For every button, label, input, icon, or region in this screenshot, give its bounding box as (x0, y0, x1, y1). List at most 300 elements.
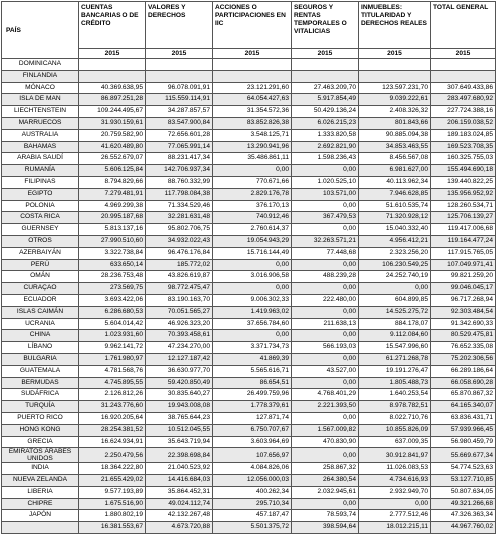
value-cell: 2.829.176,78 (213, 188, 292, 200)
value-cell: 1.761.980,97 (79, 353, 146, 365)
country-cell: ISLA DE MAN (2, 94, 79, 106)
table-row (2, 448, 496, 463)
value-cell: 9.006.302,33 (213, 294, 292, 306)
value-cell: 0,00 (359, 498, 431, 510)
value-cell: 37.656.784,60 (213, 318, 292, 330)
value-cell: 2.760.614,37 (213, 224, 292, 236)
value-cell (359, 70, 431, 82)
value-cell: 5.606.125,84 (79, 165, 146, 177)
header-year: 2015 (359, 49, 431, 59)
value-cell: 50.807.634,05 (431, 486, 496, 498)
value-cell: 19.054.943,29 (213, 235, 292, 247)
value-cell: 1.567.009,82 (292, 424, 359, 436)
header-total-general: TOTAL GENERAL (431, 2, 496, 49)
value-cell: 2.692.821,90 (292, 141, 359, 153)
value-cell: 44.967.760,02 (431, 522, 496, 534)
country-cell: MÓNACO (2, 82, 79, 94)
country-cell: FILIPINAS (2, 176, 79, 188)
value-cell: 0,00 (213, 165, 292, 177)
value-cell: 83.190.163,70 (146, 294, 213, 306)
value-cell: 41.620.489,80 (79, 141, 146, 153)
value-cell: 8.456.567,08 (359, 153, 431, 165)
table-row (2, 463, 496, 475)
value-cell: 8.022.710,76 (359, 412, 431, 424)
value-cell: 12.127.187,42 (146, 353, 213, 365)
table-row (2, 200, 496, 212)
table-row (2, 224, 496, 236)
table-row (2, 389, 496, 401)
table-row (2, 342, 496, 354)
value-cell: 4.745.895,55 (79, 377, 146, 389)
header-pais: PAÍS (2, 2, 79, 59)
value-cell: 2.408.326,32 (359, 106, 431, 118)
country-cell: ARABIA SAUDÍ (2, 153, 79, 165)
value-cell: 169.523.708,35 (431, 141, 496, 153)
value-cell: 107.049.971,41 (431, 259, 496, 271)
value-cell: 1.598.236,43 (292, 153, 359, 165)
value-cell: 2.777.512,46 (359, 510, 431, 522)
country-cell: PUERTO RICO (2, 412, 79, 424)
table-row (2, 59, 496, 71)
value-cell: 66.058.690,28 (431, 377, 496, 389)
value-cell: 4.084.826,06 (213, 463, 292, 475)
value-cell: 66.289.186,64 (431, 365, 496, 377)
value-cell: 27.990.510,60 (79, 235, 146, 247)
value-cell: 185.772,02 (146, 259, 213, 271)
value-cell: 0,00 (292, 353, 359, 365)
value-cell: 222.480,00 (292, 294, 359, 306)
value-cell: 40.369.638,95 (79, 82, 146, 94)
country-cell: EMIRATOS ÁRABES UNIDOS (2, 448, 79, 463)
value-cell: 27.463.209,70 (292, 82, 359, 94)
table-row (2, 318, 496, 330)
table-row (2, 306, 496, 318)
value-cell: 40.113.962,34 (359, 176, 431, 188)
value-cell: 109.244.495,67 (79, 106, 146, 118)
value-cell: 50.429.136,24 (292, 106, 359, 118)
country-cell: PERÚ (2, 259, 79, 271)
value-cell: 78.593,74 (292, 510, 359, 522)
table-row (2, 259, 496, 271)
value-cell: 15.040.332,40 (359, 224, 431, 236)
value-cell: 604.899,85 (359, 294, 431, 306)
value-cell (292, 59, 359, 71)
value-cell: 15.547.996,60 (359, 342, 431, 354)
value-cell: 41.869,39 (213, 353, 292, 365)
value-cell: 57.939.966,45 (431, 424, 496, 436)
header-seguros-rentas: SEGUROS Y RENTAS TEMPORALES O VITALICIAS (292, 2, 359, 49)
header-cuentas-bancarias: CUENTAS BANCARIAS O DE CRÉDITO (79, 2, 146, 49)
value-cell: 135.956.952,92 (431, 188, 496, 200)
country-cell: COSTA RICA (2, 212, 79, 224)
value-cell: 95.802.706,75 (146, 224, 213, 236)
value-cell: 14.416.684,03 (146, 475, 213, 487)
value-cell: 740.912,46 (213, 212, 292, 224)
value-cell: 98.772.475,47 (146, 283, 213, 295)
value-cell: 9.962.141,72 (79, 342, 146, 354)
value-cell: 47.326.363,34 (431, 510, 496, 522)
country-cell: LIECHTENSTEIN (2, 106, 79, 118)
country-cell: INDIA (2, 463, 79, 475)
table-row (2, 436, 496, 448)
value-cell: 0,00 (359, 283, 431, 295)
value-cell: 28.236.753,48 (79, 271, 146, 283)
value-cell: 49.321.266,68 (431, 498, 496, 510)
country-cell: BULGARIA (2, 353, 79, 365)
value-cell: 80.529.475,81 (431, 330, 496, 342)
value-cell: 3.016.906,58 (213, 271, 292, 283)
value-cell: 119.164.477,24 (431, 235, 496, 247)
value-cell: 26.552.679,07 (79, 153, 146, 165)
value-cell: 35.864.452,31 (146, 486, 213, 498)
value-cell: 31.930.159,61 (79, 117, 146, 129)
value-cell: 307.649.433,86 (431, 82, 496, 94)
value-cell: 11.026.083,53 (359, 463, 431, 475)
value-cell: 1.778.379,61 (213, 401, 292, 413)
value-cell: 160.325.755,03 (431, 153, 496, 165)
value-cell: 2.250.479,56 (79, 448, 146, 463)
value-cell: 117.915.765,05 (431, 247, 496, 259)
value-cell: 75.202.306,56 (431, 353, 496, 365)
value-cell: 4.781.568,76 (79, 365, 146, 377)
value-cell: 7.946.628,85 (359, 188, 431, 200)
country-cell: CHINA (2, 330, 79, 342)
value-cell: 20.995.187,68 (79, 212, 146, 224)
value-cell: 31.354.572,36 (213, 106, 292, 118)
value-cell: 99.046.045,17 (431, 283, 496, 295)
value-cell: 0,00 (213, 330, 292, 342)
value-cell: 155.494.690,18 (431, 165, 496, 177)
value-cell: 96.717.268,94 (431, 294, 496, 306)
table-row (2, 510, 496, 522)
value-cell: 43.826.619,87 (146, 271, 213, 283)
value-cell: 0,00 (292, 412, 359, 424)
value-cell: 376.170,13 (213, 200, 292, 212)
value-cell: 367.479,53 (292, 212, 359, 224)
value-cell: 64.165.340,07 (431, 401, 496, 413)
header-year: 2015 (146, 49, 213, 59)
value-cell: 273.569,75 (79, 283, 146, 295)
value-cell: 14.525.275,72 (359, 306, 431, 318)
country-cell: TURQUÍA (2, 401, 79, 413)
header-valores-derechos: VALORES Y DERECHOS (146, 2, 213, 49)
table-row (2, 70, 496, 82)
value-cell: 46.926.323,20 (146, 318, 213, 330)
value-cell: 30.912.841,97 (359, 448, 431, 463)
value-cell: 884.178,07 (359, 318, 431, 330)
value-cell: 1.419.963,02 (213, 306, 292, 318)
value-cell: 55.669.677,34 (431, 448, 496, 463)
value-cell: 106.230.549,25 (359, 259, 431, 271)
country-cell: LIBERIA (2, 486, 79, 498)
table-row (2, 283, 496, 295)
country-cell: BERMUDAS (2, 377, 79, 389)
table-row (2, 486, 496, 498)
value-cell: 1.020.525,10 (292, 176, 359, 188)
value-cell (431, 59, 496, 71)
value-cell: 128.260.534,71 (431, 200, 496, 212)
value-cell: 77.065.991,14 (146, 141, 213, 153)
value-cell: 83.547.900,84 (146, 117, 213, 129)
table-row (2, 165, 496, 177)
table-row (2, 271, 496, 283)
country-cell: CURAÇAO (2, 283, 79, 295)
table-row (2, 522, 496, 534)
header-acciones-iic: ACCIONES O PARTICIPACIONES EN IIC (213, 2, 292, 49)
table-row (2, 82, 496, 94)
value-cell: 770.671,66 (213, 176, 292, 188)
table-row (2, 424, 496, 436)
value-cell: 4.673.720,88 (146, 522, 213, 534)
table-row (2, 247, 496, 259)
value-cell: 264.380,54 (292, 475, 359, 487)
value-cell: 0,00 (292, 498, 359, 510)
country-cell: POLONIA (2, 200, 79, 212)
value-cell: 123.597.231,70 (359, 82, 431, 94)
value-cell: 76.652.335,08 (431, 342, 496, 354)
country-cell: AUSTRALIA (2, 129, 79, 141)
value-cell: 91.342.690,33 (431, 318, 496, 330)
value-cell: 3.548.125,71 (213, 129, 292, 141)
value-cell: 119.417.006,68 (431, 224, 496, 236)
value-cell: 26.499.759,96 (213, 389, 292, 401)
value-cell: 142.706.937,34 (146, 165, 213, 177)
value-cell: 77.448,68 (292, 247, 359, 259)
value-cell: 34.287.857,57 (146, 106, 213, 118)
value-cell: 3.371.734,73 (213, 342, 292, 354)
header-year: 2015 (292, 49, 359, 59)
value-cell: 107.656,97 (213, 448, 292, 463)
value-cell: 96.078.091,91 (146, 82, 213, 94)
value-cell: 10.855.826,09 (359, 424, 431, 436)
value-cell: 211.638,13 (292, 318, 359, 330)
value-cell: 3.322.738,84 (79, 247, 146, 259)
value-cell: 2.323.256,20 (359, 247, 431, 259)
country-cell: JAPÓN (2, 510, 79, 522)
value-cell: 398.594,64 (292, 522, 359, 534)
table-row (2, 475, 496, 487)
country-cell: GUERNSEY (2, 224, 79, 236)
value-cell: 139.440.822,25 (431, 176, 496, 188)
table-body (2, 59, 496, 534)
header-year: 2015 (213, 49, 292, 59)
value-cell: 61.271.268,78 (359, 353, 431, 365)
value-cell: 1.640.253,54 (359, 389, 431, 401)
value-cell: 1.023.931,60 (79, 330, 146, 342)
country-cell: MARRUECOS (2, 117, 79, 129)
value-cell (359, 59, 431, 71)
country-cell: BAHAMAS (2, 141, 79, 153)
value-cell: 70.393.458,61 (146, 330, 213, 342)
value-cell (146, 59, 213, 71)
value-cell: 90.885.094,38 (359, 129, 431, 141)
value-cell: 2.032.945,61 (292, 486, 359, 498)
value-cell: 115.559.114,91 (146, 94, 213, 106)
country-cell: ECUADOR (2, 294, 79, 306)
value-cell: 65.870.867,32 (431, 389, 496, 401)
value-cell: 35.486.861,11 (213, 153, 292, 165)
value-cell: 633.650,14 (79, 259, 146, 271)
value-cell: 21.655.429,02 (79, 475, 146, 487)
value-cell: 72.656.601,28 (146, 129, 213, 141)
value-cell: 0,00 (292, 448, 359, 463)
value-cell: 24.252.740,19 (359, 271, 431, 283)
value-cell: 49.024.112,74 (146, 498, 213, 510)
value-cell: 227.724.388,16 (431, 106, 496, 118)
country-cell: LÍBANO (2, 342, 79, 354)
table-row (2, 94, 496, 106)
value-cell: 4.768.401,29 (292, 389, 359, 401)
table-row (2, 117, 496, 129)
table-row (2, 412, 496, 424)
value-cell: 19.943.008,08 (146, 401, 213, 413)
table-row (2, 330, 496, 342)
value-cell: 0,00 (213, 283, 292, 295)
value-cell: 801.843,66 (359, 117, 431, 129)
value-cell: 4.969.299,38 (79, 200, 146, 212)
value-cell: 5.917.854,49 (292, 94, 359, 106)
value-cell: 5.813.137,16 (79, 224, 146, 236)
value-cell: 1.805.488,73 (359, 377, 431, 389)
table-row (2, 141, 496, 153)
value-cell: 0,00 (213, 259, 292, 271)
country-cell: OMÁN (2, 271, 79, 283)
value-cell: 1.333.820,58 (292, 129, 359, 141)
country-cell: GUATEMALA (2, 365, 79, 377)
country-cell: NUEVA ZELANDA (2, 475, 79, 487)
value-cell: 30.835.640,27 (146, 389, 213, 401)
table-row (2, 129, 496, 141)
value-cell: 16.381.553,67 (79, 522, 146, 534)
value-cell: 3.693.422,06 (79, 294, 146, 306)
value-cell: 488.239,28 (292, 271, 359, 283)
value-cell: 2.932.949,70 (359, 486, 431, 498)
value-cell: 0,00 (292, 165, 359, 177)
value-cell: 4.956.412,21 (359, 235, 431, 247)
value-cell: 20.759.582,90 (79, 129, 146, 141)
value-cell: 99.821.259,20 (431, 271, 496, 283)
country-cell: DOMINICANA (2, 59, 79, 71)
table-row (2, 377, 496, 389)
value-cell: 3.603.964,69 (213, 436, 292, 448)
value-cell: 0,00 (292, 330, 359, 342)
value-cell: 16.920.205,64 (79, 412, 146, 424)
value-cell: 43.527,00 (292, 365, 359, 377)
value-cell (146, 70, 213, 82)
table-row (2, 235, 496, 247)
value-cell: 258.867,32 (292, 463, 359, 475)
header-inmuebles: INMUEBLES: TITULARIDAD Y DERECHOS REALES (359, 2, 431, 49)
value-cell: 19.191.276,47 (359, 365, 431, 377)
value-cell: 32.263.571,21 (292, 235, 359, 247)
value-cell: 28.254.381,52 (79, 424, 146, 436)
table-row (2, 106, 496, 118)
header-year: 2015 (431, 49, 496, 59)
value-cell: 9.577.193,89 (79, 486, 146, 498)
value-cell: 5.565.616,71 (213, 365, 292, 377)
value-cell: 4.734.616,93 (359, 475, 431, 487)
value-cell (79, 59, 146, 71)
table-row (2, 176, 496, 188)
value-cell: 71.320.928,12 (359, 212, 431, 224)
value-cell: 86.897.251,28 (79, 94, 146, 106)
value-cell: 34.853.463,55 (359, 141, 431, 153)
value-cell (431, 70, 496, 82)
value-cell: 470.830,90 (292, 436, 359, 448)
value-cell: 54.774.523,63 (431, 463, 496, 475)
value-cell: 51.610.535,74 (359, 200, 431, 212)
value-cell: 42.132.267,48 (146, 510, 213, 522)
value-cell: 6.750.707,67 (213, 424, 292, 436)
assets-by-country-table (1, 1, 496, 534)
value-cell (213, 70, 292, 82)
value-cell: 566.193,03 (292, 342, 359, 354)
value-cell: 83.852.826,38 (213, 117, 292, 129)
value-cell: 16.624.934,91 (79, 436, 146, 448)
value-cell: 71.334.529,46 (146, 200, 213, 212)
value-cell: 47.234.270,00 (146, 342, 213, 354)
value-cell: 56.980.459,79 (431, 436, 496, 448)
value-cell: 36.630.977,70 (146, 365, 213, 377)
value-cell: 8.794.829,66 (79, 176, 146, 188)
value-cell: 88.760.332,99 (146, 176, 213, 188)
value-cell: 34.932.022,43 (146, 235, 213, 247)
value-cell: 1.880.802,19 (79, 510, 146, 522)
value-cell: 15.716.144,49 (213, 247, 292, 259)
value-cell: 0,00 (292, 306, 359, 318)
value-cell: 283.497.680,92 (431, 94, 496, 106)
value-cell: 9.039.222,61 (359, 94, 431, 106)
value-cell: 125.706.139,27 (431, 212, 496, 224)
value-cell: 35.643.719,94 (146, 436, 213, 448)
value-cell: 1.675.516,90 (79, 498, 146, 510)
value-cell: 0,00 (292, 377, 359, 389)
country-cell: FINLANDIA (2, 70, 79, 82)
value-cell (213, 59, 292, 71)
value-cell: 8.978.782,51 (359, 401, 431, 413)
value-cell: 295.710,34 (213, 498, 292, 510)
country-cell: GRECIA (2, 436, 79, 448)
value-cell: 6.981.627,00 (359, 165, 431, 177)
value-cell: 31.243.776,60 (79, 401, 146, 413)
table-row (2, 353, 496, 365)
value-cell: 2.221.393,50 (292, 401, 359, 413)
table-row (2, 153, 496, 165)
value-cell: 96.476.176,84 (146, 247, 213, 259)
value-cell: 63.836.431,71 (431, 412, 496, 424)
country-cell (2, 522, 79, 534)
value-cell: 5.604.014,42 (79, 318, 146, 330)
country-cell: SUDÁFRICA (2, 389, 79, 401)
value-cell: 206.159.038,52 (431, 117, 496, 129)
country-cell: CHIPRE (2, 498, 79, 510)
value-cell: 70.051.565,27 (146, 306, 213, 318)
table-row (2, 294, 496, 306)
country-cell: UCRANIA (2, 318, 79, 330)
value-cell: 22.398.698,84 (146, 448, 213, 463)
value-cell: 117.798.084,38 (146, 188, 213, 200)
table-row (2, 188, 496, 200)
value-cell: 0,00 (292, 200, 359, 212)
value-cell: 32.281.631,48 (146, 212, 213, 224)
value-cell: 2.126.812,26 (79, 389, 146, 401)
value-cell: 6.286.680,53 (79, 306, 146, 318)
value-cell: 400.262,34 (213, 486, 292, 498)
value-cell: 0,00 (292, 259, 359, 271)
country-cell: OTROS (2, 235, 79, 247)
value-cell: 23.121.291,60 (213, 82, 292, 94)
value-cell: 7.279.481,91 (79, 188, 146, 200)
